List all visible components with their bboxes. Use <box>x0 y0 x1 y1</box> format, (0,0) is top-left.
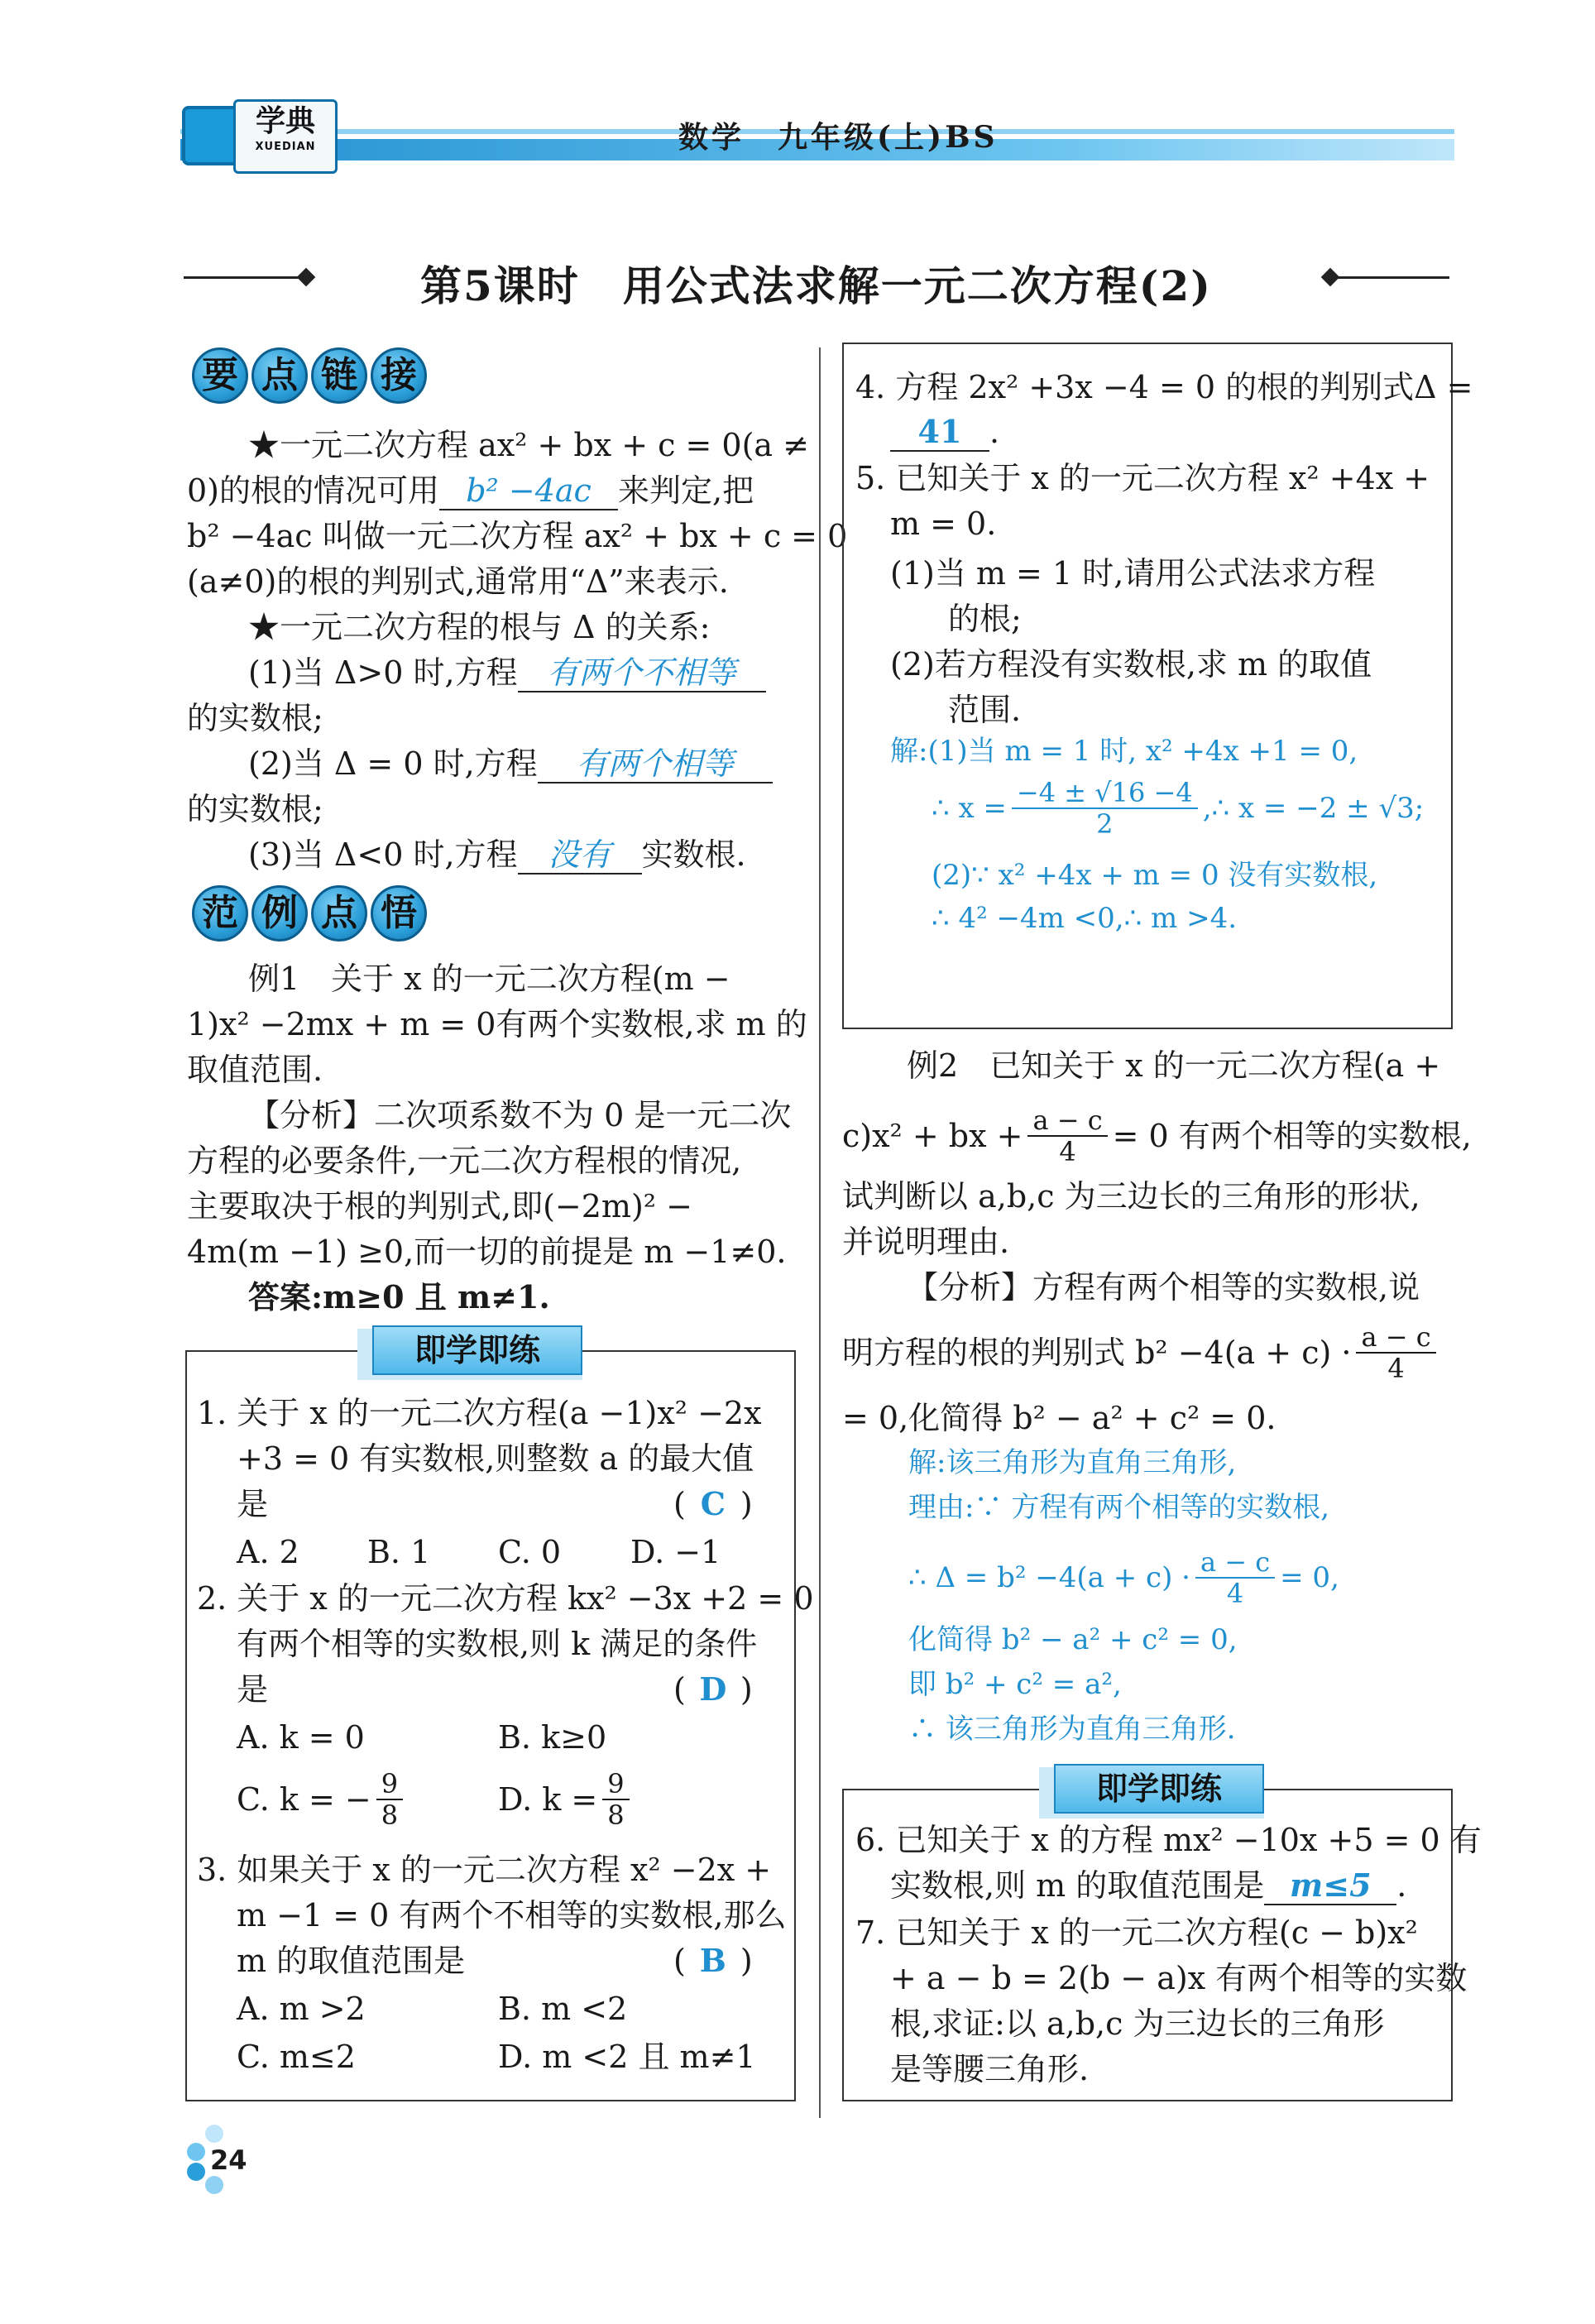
text: ∴ x = <box>932 792 1007 825</box>
example1-line2: 1)x² −2mx + m = 0有两个实数根,求 m 的 <box>187 1006 807 1042</box>
example2-line3: 试判断以 a,b,c 为三边长的三角形的形状, <box>842 1178 1420 1215</box>
section-badge-examples <box>192 885 427 942</box>
fraction-num: 9 <box>602 1769 629 1800</box>
q5-solution-2 <box>932 778 1424 839</box>
key-point-1d: (a≠0)的根的判别式,通常用“Δ”来表示. <box>187 563 729 600</box>
q7-line3: 根,求证:以 a,b,c 为三边长的三角形 <box>890 2005 1385 2042</box>
text: 明方程的根的判别式 b² −4(a + c) · <box>842 1335 1352 1371</box>
decor-dot <box>205 2125 223 2143</box>
q5-part1: (1)当 m = 1 时,请用公式法求方程 <box>890 555 1376 592</box>
fraction <box>1356 1322 1435 1383</box>
fraction-num: 9 <box>376 1769 403 1800</box>
text: D. k = <box>498 1781 598 1818</box>
case-1 <box>248 649 766 696</box>
answer-blank: 有两个不相等 <box>518 654 766 692</box>
fraction <box>602 1769 629 1830</box>
paren: ( <box>673 1671 686 1708</box>
answer-blank: 有两个相等 <box>538 745 773 783</box>
q5-part2-end: 范围. <box>948 692 1022 728</box>
q5-solution-1: 解:(1)当 m = 1 时, x² +4x +1 = 0, <box>890 735 1358 768</box>
logo <box>233 99 338 174</box>
fraction-den: 4 <box>1059 1136 1076 1167</box>
text: (3)当 Δ<0 时,方程 <box>248 836 518 873</box>
logo-text: 学典 <box>255 103 315 138</box>
text: (1)当 Δ>0 时,方程 <box>248 654 518 691</box>
example1-analysis-3: 主要取决于根的判别式,即(−2m)² − <box>187 1188 692 1224</box>
answer-blank: 41 <box>890 414 989 452</box>
example2-solution-3 <box>908 1547 1339 1608</box>
decor-dot <box>187 2143 205 2161</box>
example1-answer: 答案:m≥0 且 m≠1. <box>248 1278 550 1315</box>
example2-analysis-1: 【分析】方程有两个相等的实数根,说 <box>907 1269 1420 1306</box>
practice-tab-right: 即学即练 <box>1054 1764 1264 1814</box>
fraction <box>1012 778 1198 839</box>
decor-dot <box>205 2176 223 2194</box>
q1-option-a: A. 2 <box>237 1534 299 1570</box>
paren: ( <box>673 1486 686 1522</box>
q2-line2: 有两个相等的实数根,则 k 满足的条件 <box>237 1626 758 1662</box>
q3-answer <box>673 1938 753 1984</box>
text: (2)当 Δ = 0 时,方程 <box>248 745 538 782</box>
page-number: 24 <box>210 2144 247 2176</box>
case-1-end: 的实数根; <box>187 700 323 736</box>
badge-char: 链 <box>311 347 367 404</box>
case-2-end: 的实数根; <box>187 791 323 827</box>
q1-line1: 1. 关于 x 的一元二次方程(a −1)x² −2x <box>197 1395 762 1431</box>
q2-option-a: A. k = 0 <box>237 1719 365 1756</box>
fraction-num: −4 ± √16 −4 <box>1012 778 1198 809</box>
diamond-icon <box>297 268 316 287</box>
example1-analysis-4: 4m(m −1) ≥0,而一切的前提是 m −1≠0. <box>187 1234 787 1270</box>
badge-char: 例 <box>251 885 308 942</box>
q6-line2 <box>890 1862 1406 1909</box>
q2-answer <box>673 1666 753 1713</box>
text: 实数根,则 m 的取值范围是 <box>890 1867 1265 1904</box>
practice-tab-left: 即学即练 <box>372 1325 582 1375</box>
q5-line2: m = 0. <box>890 506 997 542</box>
fraction-den: 8 <box>607 1799 625 1831</box>
q2-line3: 是 <box>237 1671 269 1708</box>
fraction-num: a − c <box>1027 1105 1107 1137</box>
q5-part2: (2)若方程没有实数根,求 m 的取值 <box>890 646 1372 683</box>
q5-solution-3: (2)∵ x² +4x + m = 0 没有实数根, <box>932 859 1378 892</box>
key-point-1a: ★一元二次方程 ax² + bx + c = 0(a ≠ <box>248 427 810 463</box>
example1-analysis-2: 方程的必要条件,一元二次方程根的情况, <box>187 1143 742 1179</box>
text: 来判定,把 <box>618 472 754 509</box>
paren: ) <box>740 1943 753 1979</box>
answer-blank: b² −4ac <box>439 472 618 510</box>
title-rule-left <box>184 276 306 279</box>
example2-analysis-2 <box>842 1322 1441 1383</box>
paren: ( <box>673 1943 686 1979</box>
text: ,∴ x = −2 ± √3; <box>1202 792 1425 825</box>
example2-analysis-3: = 0,化简得 b² − a² + c² = 0. <box>842 1400 1276 1436</box>
q3-option-b: B. m <2 <box>498 1991 628 2027</box>
fraction <box>1195 1547 1275 1608</box>
q1-option-b: B. 1 <box>367 1534 431 1570</box>
q7-line2: + a − b = 2(b − a)x 有两个相等的实数 <box>890 1960 1468 1996</box>
answer-choice: C <box>700 1485 726 1522</box>
text: c)x² + bx + <box>842 1118 1023 1154</box>
example2-solution-4: 化简得 b² − a² + c² = 0, <box>908 1623 1238 1656</box>
answer-choice: D <box>699 1670 727 1708</box>
q5-line1: 5. 已知关于 x 的一元二次方程 x² +4x + <box>855 460 1430 496</box>
example2-line2 <box>842 1105 1472 1167</box>
case-3 <box>248 831 746 878</box>
example1-line3: 取值范围. <box>187 1052 323 1088</box>
q3-option-a: A. m >2 <box>237 1991 366 2027</box>
decor-dot <box>187 2163 205 2181</box>
q1-answer <box>673 1481 753 1527</box>
logo-subtext: XUEDIAN <box>255 141 316 153</box>
fraction-den: 2 <box>1096 808 1114 840</box>
q2-option-b: B. k≥0 <box>498 1719 607 1756</box>
case-2 <box>248 740 773 787</box>
section-badge-key-points <box>192 347 427 404</box>
badge-char: 范 <box>192 885 248 942</box>
badge-char: 点 <box>251 347 308 404</box>
example2-solution-2: 理由:∵ 方程有两个相等的实数根, <box>908 1491 1330 1524</box>
header-subject: 数学 九年级(上)BS <box>678 120 999 155</box>
example2-solution-6: ∴ 该三角形为直角三角形. <box>908 1713 1236 1746</box>
q3-option-c: C. m≤2 <box>237 2039 356 2075</box>
paren: ) <box>740 1671 753 1708</box>
badge-char: 点 <box>311 885 367 942</box>
text: = 0, <box>1280 1561 1339 1594</box>
q3-line2: m −1 = 0 有两个不相等的实数根,那么 <box>237 1897 787 1933</box>
q3-option-d: D. m <2 且 m≠1 <box>498 2039 756 2075</box>
q1-option-d: D. −1 <box>630 1534 721 1570</box>
q2-option-d <box>498 1769 635 1830</box>
column-divider <box>819 347 821 2118</box>
key-point-2: ★一元二次方程的根与 Δ 的关系: <box>248 609 711 645</box>
q1-line3: 是 <box>237 1486 269 1522</box>
fraction <box>1027 1105 1107 1167</box>
q7-line1: 7. 已知关于 x 的一元二次方程(c − b)x² <box>855 1914 1418 1951</box>
q2-line1: 2. 关于 x 的一元二次方程 kx² −3x +2 = 0 <box>197 1580 814 1617</box>
q5-part1-end: 的根; <box>948 601 1022 637</box>
badge-char: 悟 <box>371 885 427 942</box>
badge-char: 接 <box>371 347 427 404</box>
q5-solution-4: ∴ 4² −4m <0,∴ m >4. <box>932 902 1238 935</box>
lesson-title: 第5课时 用公式法求解一元二次方程(2) <box>420 261 1212 310</box>
text: = 0 有两个相等的实数根, <box>1112 1118 1472 1154</box>
example1-line1: 例1 关于 x 的一元二次方程(m − <box>248 961 730 997</box>
key-point-1b <box>187 467 754 514</box>
q7-line4: 是等腰三角形. <box>890 2051 1090 2087</box>
example2-line4: 并说明理由. <box>842 1224 1010 1260</box>
fraction-num: a − c <box>1195 1547 1275 1579</box>
key-point-1c: b² −4ac 叫做一元二次方程 ax² + bx + c = 0 <box>187 518 848 554</box>
fraction-den: 4 <box>1226 1578 1244 1609</box>
q3-line3: m 的取值范围是 <box>237 1943 466 1979</box>
text: C. k = − <box>237 1781 371 1818</box>
q1-option-c: C. 0 <box>498 1534 562 1570</box>
text: . <box>1396 1867 1407 1904</box>
text: 0)的根的情况可用 <box>187 472 440 509</box>
q1-line2: +3 = 0 有实数根,则整数 a 的最大值 <box>237 1440 754 1477</box>
example1-analysis-1: 【分析】二次项系数不为 0 是一元二次 <box>248 1097 792 1133</box>
q6-line1: 6. 已知关于 x 的方程 mx² −10x +5 = 0 有 <box>855 1822 1482 1858</box>
example2-line1: 例2 已知关于 x 的一元二次方程(a + <box>907 1047 1441 1084</box>
fraction-num: a − c <box>1356 1322 1435 1354</box>
title-rule-right <box>1332 276 1449 279</box>
answer-blank: m≤5 <box>1264 1867 1396 1905</box>
text: ∴ Δ = b² −4(a + c) · <box>908 1561 1190 1594</box>
fraction <box>376 1769 403 1830</box>
answer-choice: B <box>699 1942 726 1979</box>
badge-char: 要 <box>192 347 248 404</box>
answer-blank: 没有 <box>518 836 642 874</box>
q4-line2 <box>890 409 999 455</box>
fraction-den: 8 <box>381 1799 399 1831</box>
q2-option-c <box>237 1769 408 1830</box>
fraction-den: 4 <box>1387 1353 1405 1384</box>
paren: ) <box>740 1486 753 1522</box>
example2-solution-5: 即 b² + c² = a², <box>908 1668 1122 1701</box>
q3-line1: 3. 如果关于 x 的一元二次方程 x² −2x + <box>197 1852 772 1888</box>
text: 实数根. <box>641 836 746 873</box>
example2-solution-1: 解:该三角形为直角三角形, <box>908 1446 1237 1479</box>
q4-line1: 4. 方程 2x² +3x −4 = 0 的根的判别式Δ = <box>855 369 1473 405</box>
text: . <box>989 414 1000 450</box>
